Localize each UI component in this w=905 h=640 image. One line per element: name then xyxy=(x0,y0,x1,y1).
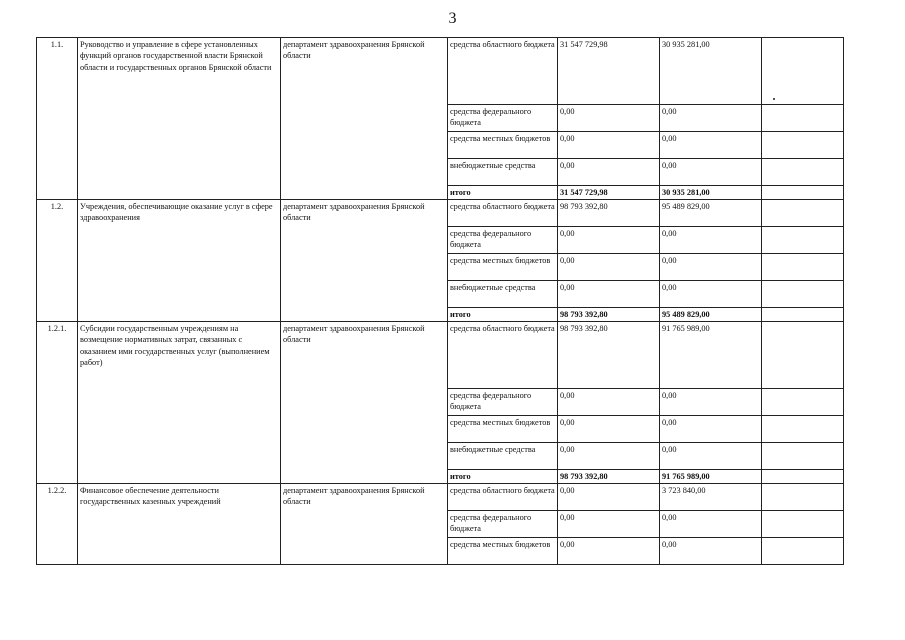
empty-cell xyxy=(762,186,844,200)
empty-cell xyxy=(762,470,844,484)
amount-cell: 0,00 xyxy=(558,416,660,443)
amount-cell: 30 935 281,00 xyxy=(660,38,762,105)
amount-cell: 0,00 xyxy=(558,105,660,132)
empty-cell xyxy=(762,484,844,511)
empty-cell xyxy=(762,389,844,416)
empty-cell xyxy=(762,281,844,308)
activity-name: Учреждения, обеспечивающие оказание услуг в сфере здравоохранения xyxy=(78,200,281,322)
empty-cell xyxy=(762,159,844,186)
amount-cell: 98 793 392,80 xyxy=(558,470,660,484)
amount-cell: 0,00 xyxy=(660,132,762,159)
empty-cell xyxy=(762,538,844,565)
amount-cell: 31 547 729,98 xyxy=(558,186,660,200)
funding-source: средства федерального бюджета xyxy=(448,227,558,254)
empty-cell xyxy=(762,38,844,105)
amount-cell: 0,00 xyxy=(558,443,660,470)
row-number: 1.2.2. xyxy=(37,484,78,565)
amount-cell: 0,00 xyxy=(558,132,660,159)
funding-source: средства областного бюджета xyxy=(448,322,558,389)
page-number: 3 xyxy=(448,10,457,27)
executor-name: департамент здравоохранения Брянской области xyxy=(281,38,448,200)
row-number: 1.2. xyxy=(37,200,78,322)
empty-cell xyxy=(762,322,844,389)
amount-cell: 0,00 xyxy=(660,281,762,308)
table-body xyxy=(37,38,844,565)
amount-cell: 95 489 829,00 xyxy=(660,200,762,227)
amount-cell: 0,00 xyxy=(660,443,762,470)
funding-source: средства местных бюджетов xyxy=(448,538,558,565)
empty-cell xyxy=(762,254,844,281)
funding-source: средства федерального бюджета xyxy=(448,389,558,416)
row-number: 1.1. xyxy=(37,38,78,200)
funding-source: внебюджетные средства xyxy=(448,281,558,308)
amount-cell: 0,00 xyxy=(558,254,660,281)
amount-cell: 0,00 xyxy=(558,538,660,565)
activity-name: Руководство и управление в сфере установленных функций органов государственной власти Брянской области и государственных органов Брянской области xyxy=(78,38,281,200)
amount-cell: 98 793 392,80 xyxy=(558,200,660,227)
empty-cell xyxy=(762,416,844,443)
budget-table xyxy=(36,37,844,565)
amount-cell: 0,00 xyxy=(558,484,660,511)
amount-cell: 3 723 840,00 xyxy=(660,484,762,511)
amount-cell: 0,00 xyxy=(660,538,762,565)
amount-cell: 91 765 989,00 xyxy=(660,322,762,389)
empty-cell xyxy=(762,308,844,322)
funding-source: средства местных бюджетов xyxy=(448,254,558,281)
table-row xyxy=(37,200,844,227)
amount-cell: 98 793 392,80 xyxy=(558,308,660,322)
amount-cell: 0,00 xyxy=(558,227,660,254)
funding-source: итого xyxy=(448,308,558,322)
funding-source: средства областного бюджета xyxy=(448,38,558,105)
amount-cell: 30 935 281,00 xyxy=(660,186,762,200)
funding-source: внебюджетные средства xyxy=(448,159,558,186)
activity-name: Финансовое обеспечение деятельности государственных казенных учреждений xyxy=(78,484,281,565)
activity-name: Субсидии государственным учреждениям на возмещение нормативных затрат, связанных с оказанием ими государственных услуг (выполнением работ) xyxy=(78,322,281,484)
amount-cell: 0,00 xyxy=(660,254,762,281)
executor-name: департамент здравоохранения Брянской области xyxy=(281,484,448,565)
row-number: 1.2.1. xyxy=(37,322,78,484)
table-row xyxy=(37,322,844,389)
empty-cell xyxy=(762,227,844,254)
empty-cell xyxy=(762,511,844,538)
executor-name: департамент здравоохранения Брянской области xyxy=(281,200,448,322)
amount-cell: 0,00 xyxy=(660,416,762,443)
amount-cell: 0,00 xyxy=(660,227,762,254)
amount-cell: 31 547 729,98 xyxy=(558,38,660,105)
amount-cell: 0,00 xyxy=(660,511,762,538)
empty-cell xyxy=(762,105,844,132)
amount-cell: 0,00 xyxy=(660,105,762,132)
amount-cell: 0,00 xyxy=(660,159,762,186)
amount-cell: 0,00 xyxy=(558,281,660,308)
amount-cell: 91 765 989,00 xyxy=(660,470,762,484)
funding-source: средства федерального бюджета xyxy=(448,511,558,538)
empty-cell xyxy=(762,443,844,470)
amount-cell: 98 793 392,80 xyxy=(558,322,660,389)
scan-speck xyxy=(773,98,775,100)
funding-source: итого xyxy=(448,186,558,200)
table-row xyxy=(37,484,844,511)
table-row xyxy=(37,38,844,105)
funding-source: внебюджетные средства xyxy=(448,443,558,470)
amount-cell: 0,00 xyxy=(660,389,762,416)
funding-source: средства федерального бюджета xyxy=(448,105,558,132)
executor-name: департамент здравоохранения Брянской области xyxy=(281,322,448,484)
amount-cell: 0,00 xyxy=(558,159,660,186)
amount-cell: 0,00 xyxy=(558,389,660,416)
funding-source: итого xyxy=(448,470,558,484)
funding-source: средства местных бюджетов xyxy=(448,132,558,159)
funding-source: средства областного бюджета xyxy=(448,484,558,511)
amount-cell: 95 489 829,00 xyxy=(660,308,762,322)
amount-cell: 0,00 xyxy=(558,511,660,538)
empty-cell xyxy=(762,200,844,227)
funding-source: средства местных бюджетов xyxy=(448,416,558,443)
empty-cell xyxy=(762,132,844,159)
funding-source: средства областного бюджета xyxy=(448,200,558,227)
